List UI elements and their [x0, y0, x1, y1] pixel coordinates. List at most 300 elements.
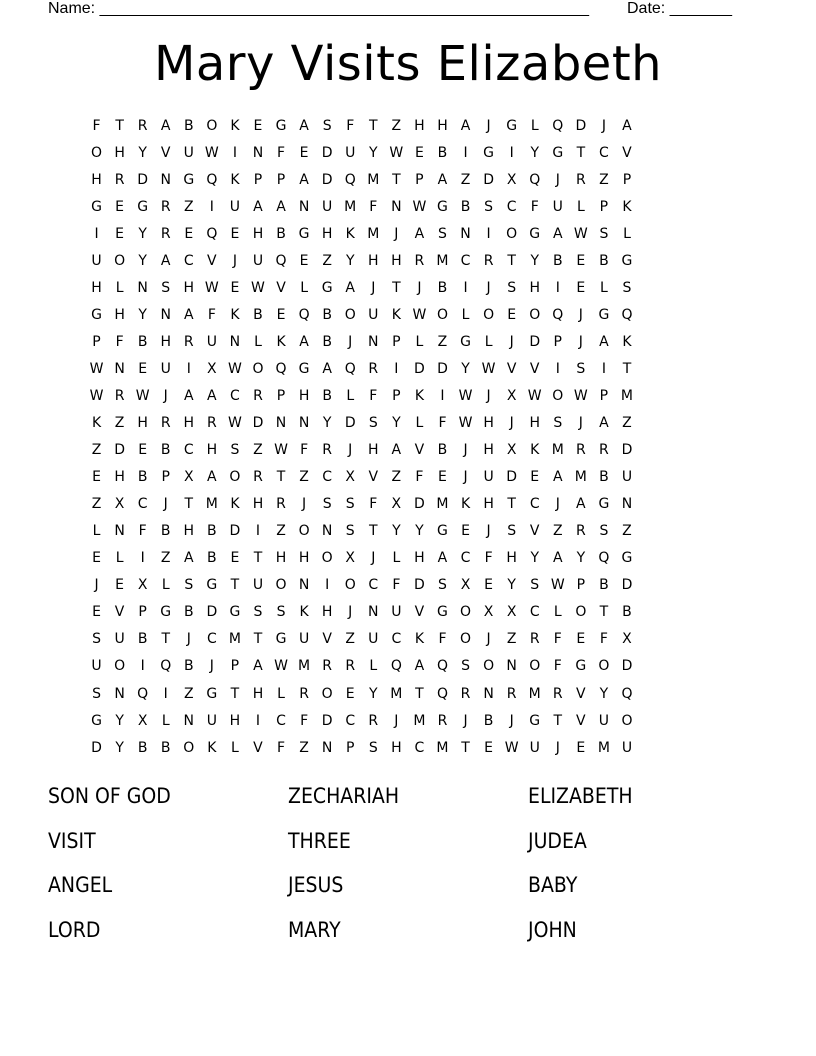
grid-letter: Z [160, 550, 171, 567]
grid-letter: I [255, 523, 261, 540]
grid-letter: D [206, 604, 218, 621]
grid-letter: Q [275, 360, 287, 377]
grid-letter: N [321, 523, 333, 540]
grid-letter: T [115, 117, 124, 134]
grid-letter: I [140, 550, 145, 567]
grid-letter: N [160, 171, 171, 188]
grid-letter: R [206, 415, 217, 432]
grid-letter: I [463, 279, 468, 296]
grid-letter: B [322, 333, 332, 350]
grid-letter: G [529, 712, 541, 729]
grid-letter: M [436, 496, 449, 513]
grid-letter: U [160, 360, 171, 377]
grid-letter: Z [391, 117, 402, 134]
grid-letter: O [460, 604, 472, 621]
grid-letter: E [230, 225, 240, 242]
grid-letter: L [300, 279, 308, 296]
grid-letter: P [415, 171, 424, 188]
grid-letter: Q [529, 171, 541, 188]
grid-letter: B [599, 577, 609, 594]
grid-letter: N [321, 739, 333, 756]
grid-row [85, 193, 731, 220]
grid-letter: N [137, 279, 148, 296]
grid-letter: J [509, 415, 514, 432]
grid-letter: O [552, 387, 564, 404]
grid-letter: S [368, 415, 378, 432]
grid-letter: S [322, 496, 332, 513]
grid-letter: Q [298, 306, 310, 323]
grid-letter: T [599, 604, 609, 621]
grid-letter: R [483, 252, 494, 269]
grid-letter: P [345, 739, 355, 756]
grid-letter: W [481, 360, 496, 377]
grid-letter: P [392, 387, 401, 404]
grid-letter: R [506, 685, 517, 702]
grid-letter: F [369, 496, 378, 513]
grid-letter: J [163, 496, 168, 513]
grid-letter: S [184, 577, 194, 594]
grid-letter: E [115, 577, 125, 594]
grid-letter: A [552, 550, 563, 567]
grid-letter: G [460, 333, 471, 350]
grid-letter: B [322, 387, 332, 404]
grid-letter: Z [391, 469, 402, 486]
grid-row [85, 220, 731, 247]
grid-letter: J [578, 333, 583, 350]
word-bank-item: BABY [528, 873, 578, 897]
grid-letter: W [251, 279, 265, 296]
grid-letter: Y [576, 550, 586, 567]
grid-letter: H [321, 604, 333, 621]
grid-letter: T [230, 685, 240, 702]
grid-letter: A [183, 387, 194, 404]
grid-letter: D [529, 333, 541, 350]
grid-letter: U [206, 712, 217, 729]
grid-letter: H [506, 550, 517, 567]
grid-row [85, 491, 731, 518]
grid-letter: B [183, 117, 194, 134]
grid-letter: K [299, 604, 309, 621]
grid-letter: V [576, 685, 586, 702]
grid-letter: U [621, 469, 633, 486]
grid-letter: U [114, 631, 125, 648]
grid-letter: J [486, 523, 491, 540]
grid-letter: G [160, 604, 172, 621]
grid-letter: Z [299, 469, 309, 486]
grid-letter: R [414, 252, 425, 269]
grid-letter: D [414, 577, 425, 594]
grid-letter: Z [552, 523, 563, 540]
grid-letter: Y [392, 523, 401, 540]
grid-letter: C [345, 712, 356, 729]
grid-letter: A [437, 550, 448, 567]
grid-letter: O [436, 306, 448, 323]
grid-letter: R [114, 171, 125, 188]
grid-letter: K [276, 333, 286, 350]
grid-letter: O [621, 712, 633, 729]
grid-letter: H [368, 442, 379, 459]
grid-letter: D [621, 577, 633, 594]
grid-letter: O [575, 604, 587, 621]
grid-letter: O [91, 144, 103, 161]
grid-letter: T [576, 144, 586, 161]
grid-letter: L [415, 415, 424, 432]
grid-letter: W [412, 198, 427, 215]
grid-letter: Y [138, 144, 147, 161]
grid-letter: K [230, 171, 240, 188]
grid-letter: J [371, 550, 376, 567]
grid-row [85, 626, 731, 653]
grid-letter: A [253, 198, 263, 215]
grid-letter: Q [621, 306, 633, 323]
grid-letter: A [322, 360, 332, 377]
grid-letter: C [529, 496, 540, 513]
grid-letter: X [483, 604, 494, 621]
grid-letter: F [92, 117, 101, 134]
grid-letter: K [460, 496, 471, 513]
grid-letter: C [230, 387, 240, 404]
grid-letter: B [437, 442, 448, 459]
grid-letter: Q [436, 658, 448, 675]
grid-letter: Q [137, 685, 149, 702]
grid-letter: Y [415, 523, 424, 540]
grid-row [85, 734, 731, 761]
grid-letter: Y [369, 144, 378, 161]
grid-letter: G [321, 279, 333, 296]
grid-letter: U [529, 739, 540, 756]
grid-letter: Y [530, 252, 539, 269]
grid-letter: E [138, 442, 148, 459]
grid-letter: M [436, 252, 449, 269]
grid-letter: E [484, 577, 494, 594]
grid-letter: J [348, 442, 353, 459]
grid-letter: I [186, 360, 191, 377]
grid-letter: A [414, 658, 425, 675]
grid-letter: L [115, 279, 124, 296]
grid-letter: D [414, 496, 425, 513]
grid-letter: G [552, 144, 564, 161]
grid-letter: Y [507, 577, 516, 594]
grid-letter: L [161, 577, 170, 594]
grid-letter: R [460, 685, 471, 702]
grid-letter: B [253, 306, 263, 323]
grid-letter: F [138, 523, 147, 540]
grid-letter: J [463, 712, 468, 729]
grid-letter: X [137, 577, 148, 594]
grid-letter: E [461, 523, 470, 540]
grid-letter: L [600, 279, 608, 296]
grid-letter: V [253, 739, 263, 756]
grid-letter: D [506, 469, 518, 486]
grid-letter: L [346, 387, 355, 404]
grid-letter: U [91, 252, 102, 269]
grid-letter: J [463, 469, 468, 486]
grid-letter: V [414, 604, 425, 621]
grid-letter: N [460, 225, 471, 242]
grid-letter: L [415, 333, 424, 350]
grid-letter: C [529, 604, 540, 621]
grid-letter: Y [115, 712, 124, 729]
word-bank-item: VISIT [48, 828, 96, 853]
grid-letter: S [230, 442, 240, 459]
grid-letter: E [138, 360, 148, 377]
grid-letter: M [574, 469, 587, 486]
grid-letter: W [389, 144, 404, 161]
grid-letter: S [345, 523, 355, 540]
grid-letter: C [368, 577, 379, 594]
grid-row [85, 680, 731, 707]
grid-letter: O [275, 577, 287, 594]
grid-letter: H [252, 685, 264, 702]
grid-letter: N [298, 198, 310, 215]
grid-letter: B [322, 306, 332, 323]
grid-letter: G [529, 225, 541, 242]
grid-letter: U [598, 712, 610, 729]
word-bank-item: ZECHARIAH [288, 784, 400, 808]
grid-letter: I [163, 685, 168, 702]
grid-letter: O [321, 685, 333, 702]
grid-letter: A [299, 171, 309, 188]
grid-letter: T [461, 739, 470, 756]
grid-letter: Q [206, 225, 218, 242]
grid-letter: B [160, 442, 171, 459]
grid-letter: X [345, 550, 356, 567]
grid-letter: S [507, 279, 517, 296]
grid-letter: I [463, 144, 468, 161]
grid-letter: J [486, 117, 491, 134]
grid-letter: G [621, 252, 633, 269]
grid-letter: A [160, 117, 171, 134]
grid-letter: U [368, 306, 379, 323]
grid-row [85, 437, 731, 464]
word-bank-item: JUDEA [528, 828, 587, 853]
grid-letter: M [205, 496, 218, 513]
grid-letter: V [506, 360, 517, 377]
grid-letter: V [576, 712, 586, 729]
page-title: Mary Visits Elizabeth [153, 36, 663, 92]
grid-letter: R [368, 712, 379, 729]
grid-letter: Y [530, 550, 539, 567]
grid-letter: B [622, 604, 632, 621]
grid-letter: T [392, 279, 401, 296]
grid-letter: N [298, 415, 310, 432]
grid-letter: V [160, 144, 171, 161]
grid-letter: O [206, 117, 218, 134]
grid-letter: M [228, 631, 241, 648]
grid-letter: G [437, 523, 448, 540]
grid-letter: H [368, 252, 379, 269]
grid-letter: U [252, 252, 264, 269]
grid-letter: M [367, 225, 380, 242]
grid-letter: O [252, 360, 264, 377]
word-bank-item: SON OF GOD [48, 784, 171, 808]
grid-letter: R [575, 442, 586, 459]
grid-letter: K [230, 496, 240, 513]
grid-letter: D [437, 360, 448, 377]
grid-letter: C [137, 496, 148, 513]
grid-letter: L [115, 550, 124, 567]
grid-row [85, 572, 731, 599]
grid-letter: E [576, 739, 586, 756]
grid-letter: H [206, 442, 218, 459]
grid-letter: G [483, 144, 495, 161]
grid-letter: J [394, 225, 399, 242]
grid-letter: S [345, 496, 355, 513]
grid-letter: G [137, 198, 149, 215]
grid-letter: B [137, 739, 148, 756]
grid-letter: R [575, 171, 586, 188]
grid-letter: V [368, 469, 379, 486]
grid-letter: M [597, 739, 610, 756]
grid-letter: Z [91, 442, 102, 459]
grid-letter: H [114, 306, 125, 323]
name-field-line: Name: _______________________________________________________ [48, 0, 589, 17]
grid-letter: W [204, 279, 219, 296]
grid-letter: B [160, 739, 171, 756]
grid-letter: G [229, 604, 241, 621]
grid-letter: Y [138, 306, 147, 323]
grid-letter: X [183, 469, 194, 486]
grid-row [85, 328, 731, 355]
grid-letter: F [115, 333, 124, 350]
grid-letter: R [552, 685, 563, 702]
grid-letter: T [622, 360, 632, 377]
grid-letter: Z [322, 252, 332, 269]
grid-letter: H [483, 415, 494, 432]
grid-letter: I [255, 712, 261, 729]
grid-letter: Q [598, 550, 610, 567]
grid-letter: S [461, 658, 470, 675]
grid-letter: C [460, 550, 471, 567]
grid-letter: X [137, 712, 148, 729]
grid-letter: R [183, 333, 194, 350]
grid-letter: T [253, 550, 263, 567]
grid-letter: L [576, 198, 585, 215]
grid-letter: L [553, 604, 562, 621]
grid-letter: F [415, 469, 424, 486]
grid-letter: G [298, 225, 310, 242]
grid-letter: A [160, 252, 171, 269]
grid-letter: O [483, 306, 495, 323]
grid-letter: V [529, 360, 540, 377]
grid-letter: C [506, 198, 517, 215]
grid-letter: L [392, 550, 401, 567]
grid-letter: I [509, 144, 514, 161]
grid-letter: A [207, 469, 217, 486]
grid-letter: F [277, 739, 286, 756]
grid-letter: J [186, 631, 191, 648]
grid-letter: F [277, 144, 286, 161]
grid-letter: S [530, 577, 540, 594]
grid-letter: L [277, 685, 285, 702]
grid-letter: J [94, 577, 99, 594]
grid-letter: C [460, 252, 471, 269]
grid-letter: U [252, 577, 264, 594]
grid-letter: G [437, 198, 448, 215]
grid-letter: K [622, 333, 632, 350]
grid-letter: F [369, 387, 378, 404]
grid-letter: V [207, 252, 217, 269]
grid-letter: H [529, 415, 540, 432]
grid-letter: L [254, 333, 262, 350]
grid-letter: O [529, 658, 541, 675]
grid-letter: B [137, 631, 148, 648]
grid-letter: Z [276, 523, 286, 540]
grid-letter: W [504, 739, 519, 756]
grid-letter: K [207, 739, 217, 756]
grid-letter: W [458, 415, 473, 432]
grid-letter: G [621, 550, 633, 567]
grid-letter: R [322, 658, 333, 675]
grid-letter: E [276, 306, 286, 323]
grid-letter: G [91, 198, 102, 215]
grid-letter: P [276, 171, 286, 188]
grid-letter: I [555, 360, 560, 377]
grid-row [85, 410, 731, 437]
grid-letter: O [229, 469, 241, 486]
grid-letter: W [135, 387, 150, 404]
grid-letter: B [183, 658, 194, 675]
grid-letter: X [345, 469, 356, 486]
grid-letter: Q [344, 360, 356, 377]
grid-letter: O [598, 658, 610, 675]
grid-letter: T [507, 496, 516, 513]
grid-letter: Y [322, 415, 332, 432]
grid-letter: M [528, 685, 541, 702]
grid-letter: A [552, 225, 563, 242]
grid-letter: H [483, 442, 494, 459]
grid-letter: S [484, 198, 494, 215]
grid-letter: P [622, 171, 632, 188]
grid-letter: Z [599, 171, 609, 188]
grid-letter: P [230, 658, 240, 675]
grid-letter: E [92, 550, 101, 567]
grid-letter: F [530, 198, 539, 215]
grid-letter: D [137, 171, 149, 188]
grid-letter: K [414, 631, 424, 648]
grid-letter: A [599, 415, 609, 432]
grid-letter: Q [436, 685, 448, 702]
grid-letter: J [417, 279, 422, 296]
grid-row [85, 545, 731, 572]
grid-letter: Q [344, 171, 356, 188]
grid-letter: N [506, 658, 517, 675]
grid-letter: I [601, 360, 606, 377]
grid-letter: J [371, 279, 376, 296]
grid-letter: B [437, 279, 448, 296]
grid-letter: O [506, 225, 518, 242]
grid-letter: H [391, 252, 402, 269]
grid-letter: H [391, 739, 402, 756]
grid-letter: Z [114, 415, 125, 432]
grid-letter: O [460, 631, 472, 648]
grid-letter: G [575, 658, 587, 675]
grid-letter: A [391, 442, 402, 459]
grid-letter: H [183, 279, 195, 296]
grid-letter: B [552, 252, 563, 269]
grid-letter: Z [506, 631, 517, 648]
grid-letter: Y [345, 252, 355, 269]
grid-row [85, 464, 731, 491]
grid-letter: I [232, 144, 237, 161]
grid-letter: R [160, 198, 171, 215]
grid-letter: R [322, 442, 333, 459]
grid-letter: P [599, 198, 609, 215]
grid-letter: S [507, 523, 517, 540]
word-bank-item: MARY [288, 917, 341, 942]
grid-row [85, 274, 731, 301]
grid-letter: U [322, 198, 333, 215]
